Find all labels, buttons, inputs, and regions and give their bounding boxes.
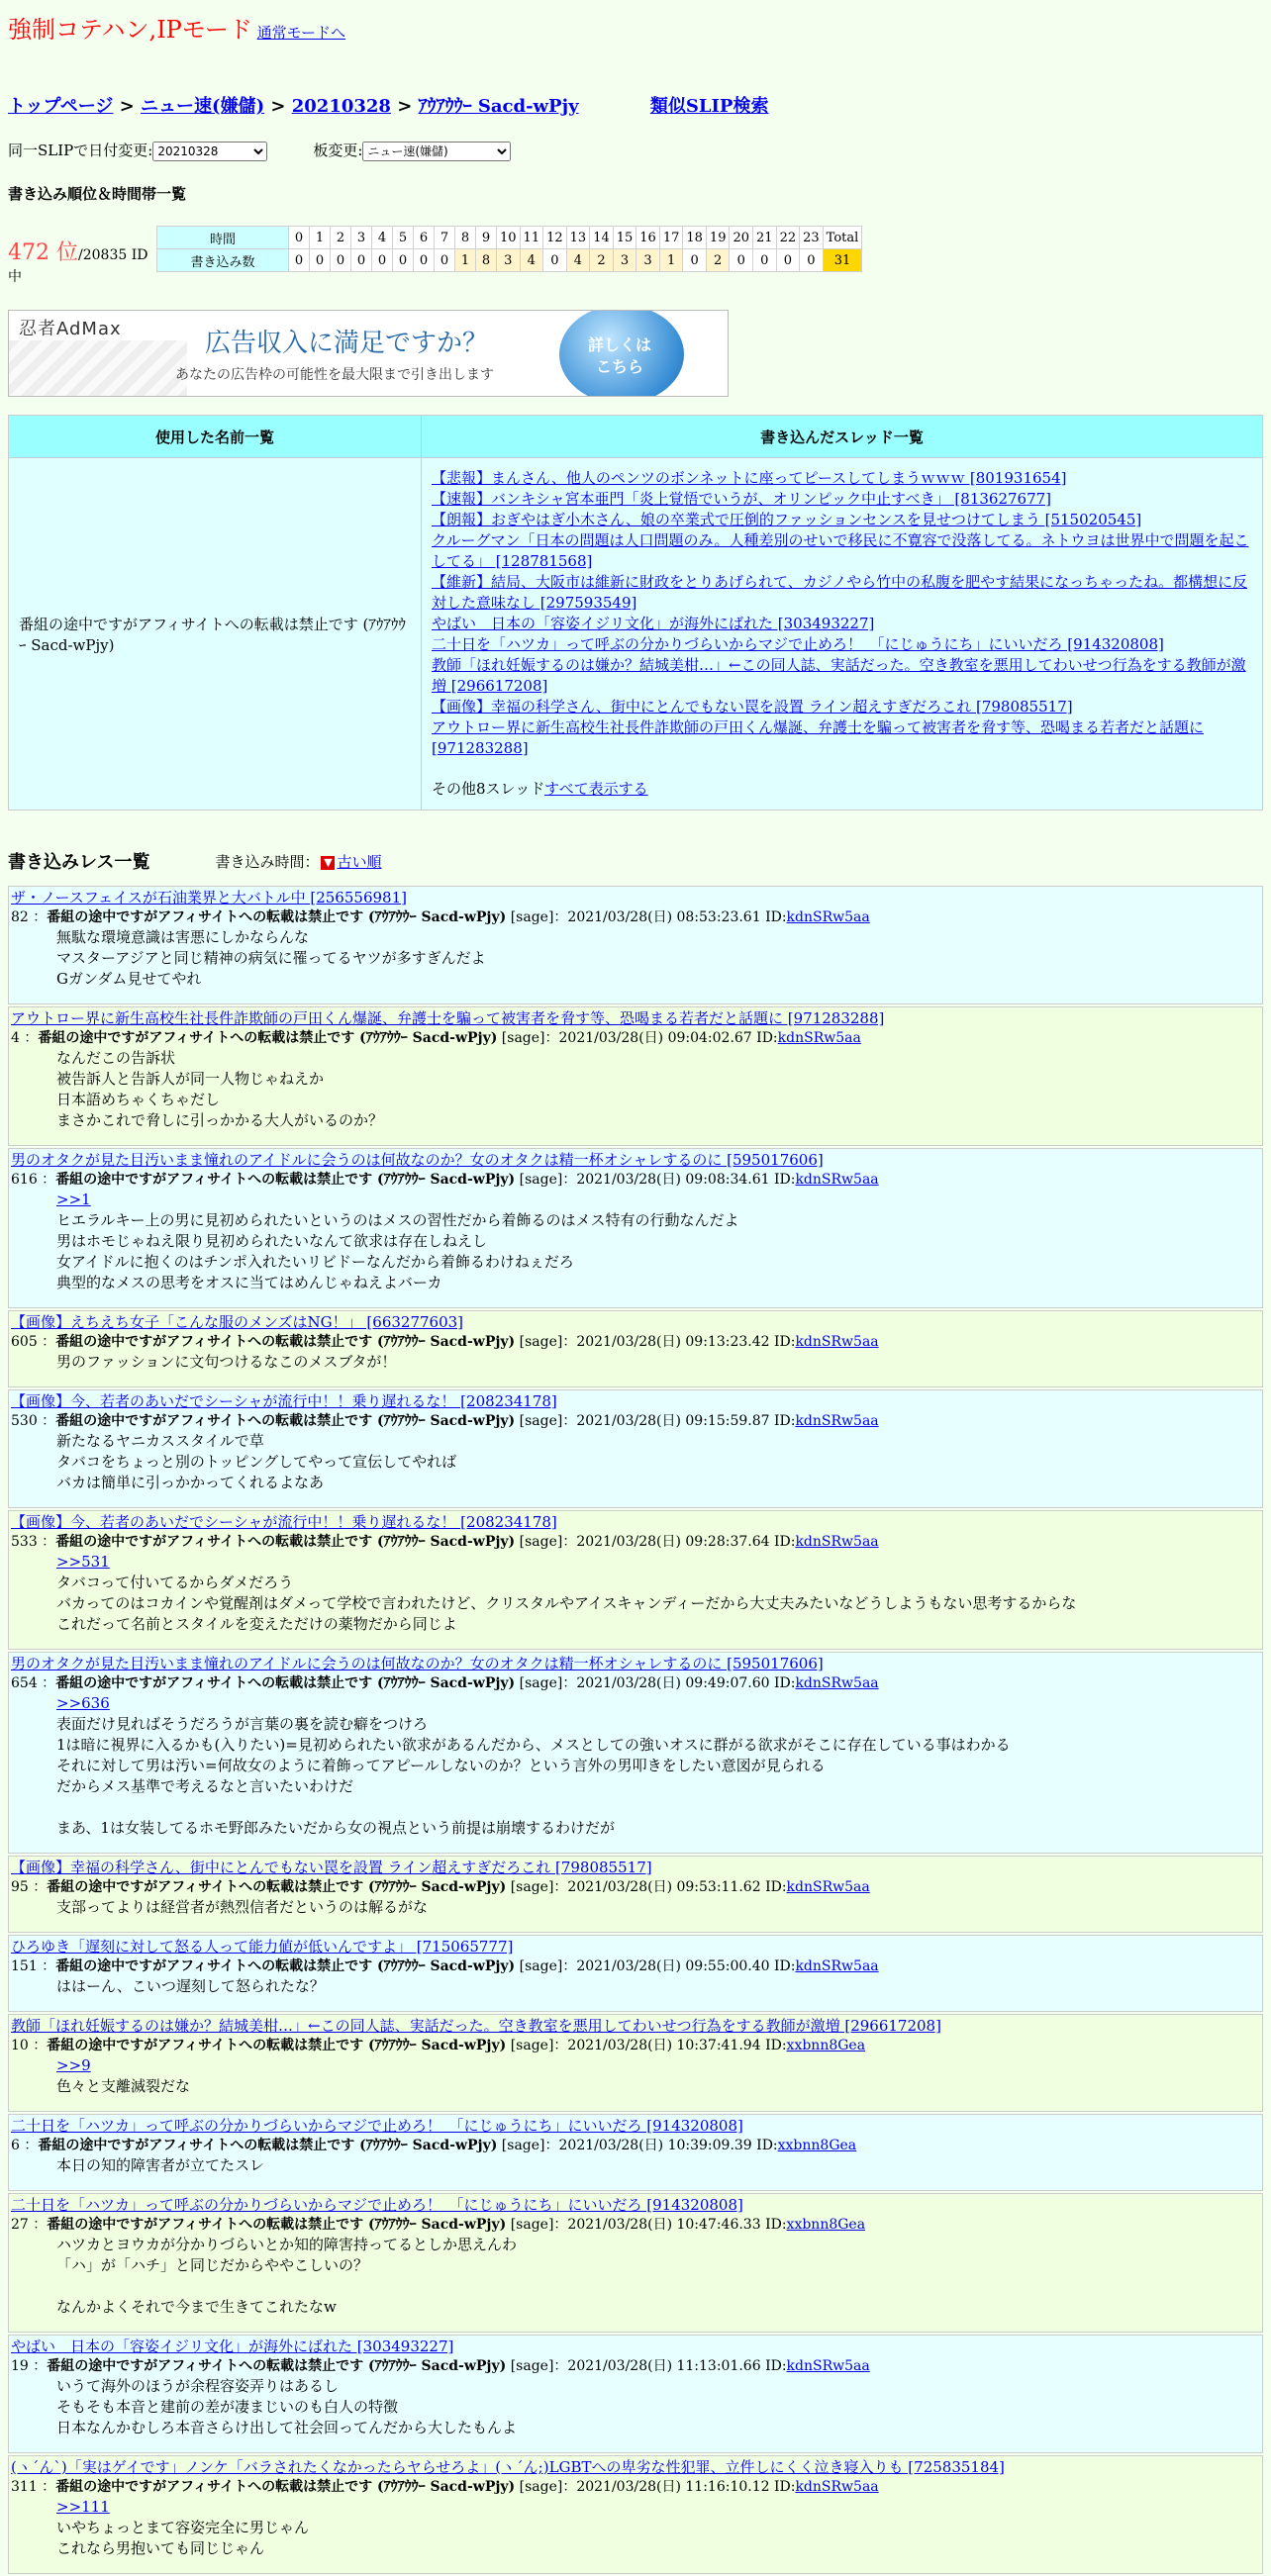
post-body <box>56 2155 1260 2176</box>
post-list <box>8 886 1263 2574</box>
mode-header <box>8 10 1263 45</box>
res-list-title: 書き込みレス一覧 <box>8 852 150 873</box>
post-body <box>56 1693 1260 1839</box>
count-cell: 0 <box>393 249 413 271</box>
post-text-line: 被告訴人と告訴人が同一人物じゃねえか <box>56 1070 325 1088</box>
count-cell: 2 <box>590 249 613 271</box>
hour-cell: 18 <box>683 227 706 248</box>
hour-cell: 6 <box>414 227 434 248</box>
post-thread-line <box>11 1512 1260 1532</box>
reply-anchor-link[interactable]: >>1 <box>56 1191 91 1208</box>
post-text-line: そもそも本音と建前の差が凄まじいのも白人の特徴 <box>56 2398 399 2416</box>
post-author: 番組の途中ですがアフィサイトへの転載は禁止です (ｱｳｱｳｳｰ Sacd-wPjy) <box>47 2217 507 2233</box>
thread-link[interactable]: 【朗報】おぎやはぎ小木さん、娘の卒業式で圧倒的ファッションセンスを見せつけてしまう [515020545] <box>432 511 1142 528</box>
post-header: 605 ：番組の途中ですがアフィサイトへの転載は禁止です (ｱｳｱｳｳｰ Sacd-wPjy) [sage]：2021/03/28(日) 09:13:23.42 ID:kdnSRw5aa <box>11 1334 879 1350</box>
breadcrumb-date[interactable]: 20210328 <box>291 96 391 117</box>
post-thread-link[interactable]: 【画像】今、若者のあいだでシーシャが流行中！！乗り遅れるな！ [208234178] <box>11 1513 557 1531</box>
post-meta: [sage]：2021/03/28(日) 09:55:00.40 ID: <box>515 1958 796 1974</box>
post-author: 番組の途中ですがアフィサイトへの転載は禁止です (ｱｳｱｳｳｰ Sacd-wPjy) <box>47 2358 507 2374</box>
hour-cell: 3 <box>351 227 371 248</box>
ad-button[interactable] <box>559 310 684 397</box>
post-thread-line <box>11 2457 1260 2477</box>
reply-anchor-link[interactable]: >>636 <box>56 1694 110 1712</box>
post-number: 6 <box>11 2138 20 2153</box>
post-thread-link[interactable]: 【画像】今、若者のあいだでシーシャが流行中！！乗り遅れるな！ [208234178] <box>11 1392 557 1410</box>
post-header: 19 ：番組の途中ですがアフィサイトへの転載は禁止です (ｱｳｱｳｳｰ Sacd-wPjy) [sage]：2021/03/28(日) 11:13:01.66 ID:kdnSRw5aa <box>11 2358 870 2374</box>
hourly-table <box>156 226 862 272</box>
thread-links <box>432 468 1252 759</box>
sort-down-icon[interactable]: ▼ <box>321 856 335 870</box>
post <box>8 2455 1263 2574</box>
hour-cell: Total <box>824 227 862 248</box>
post <box>8 1935 1263 2012</box>
post-body <box>56 927 1260 990</box>
post-thread-line <box>11 1312 1260 1332</box>
post-text-line: タバコをちょっと別のトッピングしてやって宣伝してやれば <box>56 1453 457 1471</box>
hour-cell: 17 <box>660 227 683 248</box>
normal-mode-link[interactable]: 通常モードへ <box>256 24 346 42</box>
thread-list <box>422 458 1263 811</box>
post-text-line: 男はホモじゃねえ限り見初められたいなんて欲求は存在しねえし <box>56 1232 488 1250</box>
post-body <box>56 1976 1260 1997</box>
date-change-label: 同一SLIPで日付変更: <box>8 142 153 159</box>
post-text-line: いうて海外のほうが余程容姿弄りはあるし <box>56 2377 340 2395</box>
board-change-label: 板変更: <box>313 142 363 159</box>
breadcrumb-top[interactable]: トップページ <box>8 96 114 117</box>
similar-slip-link[interactable]: 類似SLIP検索 <box>649 96 769 117</box>
thread-item <box>432 530 1252 572</box>
count-cell: 0 <box>372 249 392 271</box>
post-header: 311 ：番組の途中ですがアフィサイトへの転載は禁止です (ｱｳｱｳｳｰ Sacd-wPjy) [sage]：2021/03/28(日) 11:16:10.12 ID:kdnSRw5aa <box>11 2479 879 2495</box>
post <box>8 1856 1263 1933</box>
post-author: 番組の途中ですがアフィサイトへの転載は禁止です (ｱｳｱｳｳｰ Sacd-wPjy) <box>55 1413 516 1429</box>
post <box>8 2335 1263 2453</box>
post-text-line: バカってのはコカインや覚醒剤はダメって学校で言われたけど、クリスタルやアイスキャンディーだから大丈夫みたいなどうしようもない思考するからな <box>56 1594 1077 1612</box>
ranking-row <box>8 226 1263 286</box>
post-id-link[interactable]: kdnSRw5aa <box>795 1334 879 1350</box>
thread-link[interactable]: 【速報】バンキシャ宮本亜門「炎上覚悟でいうが、オリンピック中止すべき」 [813627677] <box>432 490 1052 508</box>
post-meta: [sage]：2021/03/28(日) 09:13:23.42 ID: <box>515 1334 796 1350</box>
post-text-line: 「ハ」が「ハチ」と同じだからややこしいの？ <box>56 2256 369 2274</box>
post-thread-link[interactable]: 男のオタクが見た目汚いまま憧れのアイドルに会うのは何故なのか？女のオタクは精一杯オシャレするのに [595017606] <box>11 1151 824 1169</box>
post-thread-link[interactable]: 教師「ほれ妊娠するのは嫌か？結城美柑…」←この同人誌、実話だった。空き教室を悪用してわいせつ行為をする教師が激増 [296617208] <box>11 2017 941 2035</box>
breadcrumb-sep: > <box>270 96 286 117</box>
count-cell: 1 <box>455 249 475 271</box>
count-cell: 3 <box>636 249 659 271</box>
count-cell: 31 <box>824 249 862 271</box>
post-author: 番組の途中ですがアフィサイトへの転載は禁止です (ｱｳｱｳｳｰ Sacd-wPjy) <box>55 1334 516 1350</box>
post-number: 27 <box>11 2217 29 2233</box>
count-cell: 0 <box>777 249 800 271</box>
rank-total: /20835 ID中 <box>8 247 148 285</box>
time-label: 時間 <box>157 227 288 248</box>
count-cell: 0 <box>683 249 706 271</box>
hour-cell: 11 <box>521 227 543 248</box>
post-text-line: タバコって付いてるからダメだろう <box>56 1574 294 1591</box>
post-text-line: ハツカとヨウカが分かりづらいとか知的障害持ってるとしか思えんわ <box>56 2236 518 2253</box>
post-thread-line <box>11 2337 1260 2356</box>
post-thread-line <box>11 1150 1260 1170</box>
post-thread-line <box>11 2195 1260 2215</box>
post-text-line: だからメス基準で考えるなと言いたいわけだ <box>56 1777 354 1795</box>
post-text-line: まあ、1は女装してるホモ野郎みたいだから女の視点という前提は崩壊するわけだが <box>56 1819 615 1837</box>
post-thread-line <box>11 2116 1260 2136</box>
post-text-line: なんだこの告訴状 <box>56 1049 176 1067</box>
ad-logo: 忍者AdMax <box>19 319 122 339</box>
post <box>8 1310 1263 1387</box>
post-header: 4 ：番組の途中ですがアフィサイトへの転載は禁止です (ｱｳｱｳｳｰ Sacd-wPjy) [sage]：2021/03/28(日) 09:04:02.67 ID:kdnSRw5aa <box>11 1030 861 1046</box>
breadcrumb-user[interactable]: ｱｳｱｳｳｰ Sacd-wPjy <box>418 96 579 117</box>
post-body <box>56 1897 1260 1918</box>
post-body <box>56 1190 1260 1293</box>
count-cell: 0 <box>351 249 371 271</box>
hour-cell: 9 <box>476 227 496 248</box>
post-header: 27 ：番組の途中ですがアフィサイトへの転載は禁止です (ｱｳｱｳｳｰ Sacd-wPjy) [sage]：2021/03/28(日) 10:47:46.33 ID:xxbnn8Gea <box>11 2217 866 2233</box>
hour-cell: 2 <box>331 227 350 248</box>
post <box>8 1006 1263 1146</box>
post-meta: [sage]：2021/03/28(日) 10:47:46.33 ID: <box>506 2217 787 2233</box>
res-list-header <box>8 848 1263 874</box>
thread-link[interactable]: アウトロー界に新生高校生社長件詐欺師の戸田くん爆誕、弁護士を騙って被害者を脅す等、恐喝まる若者だと話題に [971283288] <box>432 718 1205 757</box>
post-header: 82 ：番組の途中ですがアフィサイトへの転載は禁止です (ｱｳｱｳｳｰ Sacd-wPjy) [sage]：2021/03/28(日) 08:53:23.61 ID:kdnSRw5aa <box>11 909 870 925</box>
count-cell: 0 <box>800 249 823 271</box>
thread-link[interactable]: クルーグマン「日本の問題は人口問題のみ。人種差別のせいで移民に不寛容で没落してる。ネトウヨは世界中で問題を起こしてる」 [128781568] <box>432 531 1249 570</box>
hour-cell: 20 <box>730 227 752 248</box>
ranking-section-title: 書き込み順位＆時間帯一覧 <box>8 185 187 203</box>
used-name: 番組の途中ですがアフィサイトへの転載は禁止です (ｱｳｱｳｳｰ Sacd-wPjy) <box>9 458 422 811</box>
post-number: 10 <box>11 2038 29 2053</box>
post <box>8 1148 1263 1308</box>
sort-oldest-link[interactable]: 古い順 <box>337 852 382 871</box>
hour-cell: 13 <box>567 227 590 248</box>
sort-control <box>215 851 381 872</box>
post-thread-link[interactable]: (ヽ´ん`)「実はゲイです」ノンケ「バラされたくなかったらヤらせろよ」(ヽ´ん;)LGBTへの卑劣な性犯罪、立件しにくく泣き寝入りも [725835184] <box>11 2458 1005 2476</box>
count-cell: 0 <box>414 249 434 271</box>
count-cell: 4 <box>521 249 543 271</box>
thread-item <box>432 489 1252 510</box>
post-body <box>56 2497 1260 2559</box>
post-body <box>56 1048 1260 1131</box>
post-meta: [sage]：2021/03/28(日) 09:04:02.67 ID: <box>497 1030 778 1046</box>
counts-row <box>157 249 861 271</box>
post-body <box>56 1431 1260 1493</box>
post-author: 番組の途中ですがアフィサイトへの転載は禁止です (ｱｳｱｳｳｰ Sacd-wPjy) <box>55 2479 516 2495</box>
names-header: 使用した名前一覧 <box>9 416 422 458</box>
hour-cell: 23 <box>800 227 823 248</box>
post-text-line: なんかよくそれで今まで生きてこれたなw <box>56 2298 337 2316</box>
post-text-line: ははーん、こいつ遅刻して怒られたな？ <box>56 1977 325 1995</box>
post-header: 530 ：番組の途中ですがアフィサイトへの転載は禁止です (ｱｳｱｳｳｰ Sacd-wPjy) [sage]：2021/03/28(日) 09:15:59.87 ID:kdnSRw5aa <box>11 1413 879 1429</box>
hour-cell: 1 <box>310 227 330 248</box>
post-meta: [sage]：2021/03/28(日) 09:28:37.64 ID: <box>515 1534 796 1550</box>
post-thread-link[interactable]: 男のオタクが見た目汚いまま憧れのアイドルに会うのは何故なのか？女のオタクは精一杯オシャレするのに [595017606] <box>11 1655 824 1672</box>
count-label: 書き込み数 <box>157 249 288 271</box>
thread-item <box>432 655 1252 697</box>
breadcrumb-sep: > <box>397 96 413 117</box>
sort-label: 書き込み時間： <box>215 852 320 871</box>
post-text-line: 新たなるヤニカススタイルで草 <box>56 1432 264 1450</box>
post-body <box>56 1352 1260 1373</box>
hour-cell: 22 <box>777 227 800 248</box>
hour-cell: 15 <box>614 227 636 248</box>
post <box>8 886 1263 1004</box>
post <box>8 1389 1263 1508</box>
post-thread-line <box>11 1008 1260 1028</box>
post-id-link[interactable]: xxbnn8Gea <box>786 2217 866 2233</box>
post-text-line <box>56 1797 1260 1818</box>
post-thread-link[interactable]: やばい 日本の「容姿イジリ文化」が海外にばれた [303493227] <box>11 2337 454 2355</box>
post-text-line: Gガンダム見せてやれ <box>56 970 202 988</box>
post-header: 616 ：番組の途中ですがアフィサイトへの転載は禁止です (ｱｳｱｳｳｰ Sacd-wPjy) [sage]：2021/03/28(日) 09:08:34.61 ID:kdnSRw5aa <box>11 1172 879 1188</box>
post <box>8 2193 1263 2333</box>
post-id-link[interactable]: kdnSRw5aa <box>786 909 870 925</box>
count-cell: 0 <box>543 249 566 271</box>
post-id-link[interactable]: kdnSRw5aa <box>795 1675 879 1691</box>
hour-cell: 0 <box>289 227 309 248</box>
post-text-line: 1は暗に視界に入るかも(入りたい)=見初められたい欲求があるんだから、メスとしての強いオスに群がる欲求がそこに存在している事はわかる <box>56 1736 1011 1754</box>
post-number: 82 <box>11 909 29 925</box>
mode-title: 強制コテハン,IPモード <box>8 16 252 44</box>
post-text-line: いやちょっとまて容姿完全に男じゃん <box>56 2519 310 2536</box>
hour-cell: 10 <box>497 227 520 248</box>
reply-anchor-link[interactable]: >>9 <box>56 2056 91 2074</box>
show-all-link[interactable]: すべて表示する <box>543 780 648 798</box>
threads-header: 書き込んだスレッド一覧 <box>422 416 1263 458</box>
post-id-link[interactable]: kdnSRw5aa <box>786 1879 870 1895</box>
count-cell: 3 <box>614 249 636 271</box>
post-text-line: 色々と支離滅裂だな <box>56 2077 191 2095</box>
hour-cell: 4 <box>372 227 392 248</box>
reply-anchor-link[interactable]: >>111 <box>56 2498 110 2516</box>
hour-cell: 5 <box>393 227 413 248</box>
post-thread-link[interactable]: 【画像】えちえち女子「こんな服のメンズはNG！」 [663277603] <box>11 1313 464 1331</box>
count-cell: 0 <box>435 249 454 271</box>
select-bar <box>8 140 1263 161</box>
post-id-link[interactable]: kdnSRw5aa <box>795 1413 879 1429</box>
count-cell: 2 <box>707 249 730 271</box>
rank-number: 472 位 <box>8 240 78 265</box>
post-text-line: これだって名前とスタイルを変えただけの薬物だから同じよ <box>56 1615 457 1633</box>
hour-cell: 12 <box>543 227 566 248</box>
post-id-link[interactable]: kdnSRw5aa <box>795 2479 879 2495</box>
post-number: 530 <box>11 1413 38 1429</box>
post <box>8 1652 1263 1854</box>
post-text-line: これなら男抱いても同じじゃん <box>56 2539 265 2557</box>
post-text-line: まさかこれで脅しに引っかかる大人がいるのか？ <box>56 1111 384 1129</box>
post-id-link[interactable]: kdnSRw5aa <box>795 1534 879 1550</box>
post-thread-link[interactable]: 二十日を「ハツカ」って呼ぶの分かりづらいからマジで止めろ！ 「にじゅうにち」にいいだろ [914320808] <box>11 2117 743 2135</box>
other-threads-count: その他8スレッド <box>432 780 544 798</box>
count-cell: 0 <box>310 249 330 271</box>
count-cell: 8 <box>476 249 496 271</box>
breadcrumb-sep: > <box>119 96 135 117</box>
breadcrumb <box>8 92 1263 118</box>
post-number: 95 <box>11 1879 29 1895</box>
post-thread-link[interactable]: アウトロー界に新生高校生社長件詐欺師の戸田くん爆誕、弁護士を騙って被害者を脅す等、恐喝まる若者だと話題に [971283288] <box>11 1009 885 1027</box>
thread-item <box>432 468 1252 489</box>
post-author: 番組の途中ですがアフィサイトへの転載は禁止です (ｱｳｱｳｳｰ Sacd-wPjy) <box>38 2138 498 2153</box>
count-cell: 3 <box>497 249 520 271</box>
thread-link[interactable]: やばい 日本の「容姿イジリ文化」が海外にばれた [303493227] <box>432 615 875 632</box>
post-author: 番組の途中ですがアフィサイトへの転載は禁止です (ｱｳｱｳｳｰ Sacd-wPjy) <box>47 2038 507 2053</box>
hour-cell: 14 <box>590 227 613 248</box>
ad-subtext: あなたの広告枠の可能性を最大限まで引き出します <box>175 367 494 383</box>
other-threads <box>432 779 1252 800</box>
thread-link[interactable]: 【悲報】まんさん、他人のペンツのボンネットに座ってピースしてしまうｗｗｗ [801931654] <box>432 469 1067 487</box>
post-text-line: 本日の知的障害者が立てたスレ <box>56 2156 265 2174</box>
hour-cell: 19 <box>707 227 730 248</box>
post-id-link[interactable]: xxbnn8Gea <box>786 2038 866 2053</box>
post-meta: [sage]：2021/03/28(日) 11:16:10.12 ID: <box>515 2479 796 2495</box>
post-number: 4 <box>11 1030 20 1046</box>
post-id-link[interactable]: xxbnn8Gea <box>777 2138 857 2153</box>
post-meta: [sage]：2021/03/28(日) 10:37:41.94 ID: <box>506 2038 787 2053</box>
post-number: 19 <box>11 2358 29 2374</box>
post-number: 311 <box>11 2479 38 2495</box>
reply-anchor-link[interactable]: >>531 <box>56 1553 110 1571</box>
post-meta: [sage]：2021/03/28(日) 08:53:23.61 ID: <box>506 909 787 925</box>
post-meta: [sage]：2021/03/28(日) 09:53:11.62 ID: <box>506 1879 787 1895</box>
thread-link[interactable]: 【維新】結局、大阪市は維新に財政をとりあげられて、カジノやら竹中の私腹を肥やす結果になっちゃったね。都構想に反対した意味なし [297593549] <box>432 573 1248 612</box>
ad-banner[interactable] <box>8 310 729 397</box>
post-text-line <box>56 2276 1260 2297</box>
date-select[interactable] <box>152 142 267 161</box>
thread-link[interactable]: 【画像】幸福の科学さん、街中にとんでもない罠を設置 ライン超えすぎだろこれ [798085517] <box>432 698 1073 716</box>
hour-cell: 7 <box>435 227 454 248</box>
post-text-line: 典型的なメスの思考をオスに当てはめんじゃねえよバーカ <box>56 1274 442 1291</box>
post-body <box>56 1552 1260 1635</box>
hour-cell: 8 <box>455 227 475 248</box>
post-text-line: 女アイドルに抱くのはチンポ入れたいリビドーなんだから着飾るわけねぇだろ <box>56 1253 574 1271</box>
post-meta: [sage]：2021/03/28(日) 11:13:01.66 ID: <box>506 2358 787 2374</box>
post-thread-line <box>11 1654 1260 1673</box>
ad-decoration <box>9 340 187 396</box>
breadcrumb-board[interactable]: ニュー速(嫌儲) <box>141 96 265 117</box>
thread-link[interactable]: 二十日を「ハツカ」って呼ぶの分かりづらいからマジで止めろ！ 「にじゅうにち」にいいだろ [914320808] <box>432 635 1164 653</box>
post <box>8 2114 1263 2191</box>
count-cell: 1 <box>660 249 683 271</box>
post-thread-line <box>11 1391 1260 1411</box>
post-meta: [sage]：2021/03/28(日) 09:08:34.61 ID: <box>515 1172 796 1188</box>
post-body <box>56 2376 1260 2438</box>
post-header: 151 ：番組の途中ですがアフィサイトへの転載は禁止です (ｱｳｱｳｳｰ Sacd-wPjy) [sage]：2021/03/28(日) 09:55:00.40 ID:kdnSRw5aa <box>11 1958 879 1974</box>
post-author: 番組の途中ですがアフィサイトへの転載は禁止です (ｱｳｱｳｳｰ Sacd-wPjy) <box>47 909 507 925</box>
post-thread-line <box>11 2016 1260 2036</box>
post-header: 95 ：番組の途中ですがアフィサイトへの転載は禁止です (ｱｳｱｳｳｰ Sacd-wPjy) [sage]：2021/03/28(日) 09:53:11.62 ID:kdnSRw5aa <box>11 1879 870 1895</box>
post-thread-link[interactable]: ひろゆき「遅刻に対して怒る人って能力値が低いんですよ」 [715065777] <box>11 1938 514 1956</box>
post-text-line: それに対して男は汚い=何故女のように着飾ってアピールしないのか？という言外の男叩きをしたい意図が見られる <box>56 1757 826 1774</box>
post-header: 533 ：番組の途中ですがアフィサイトへの転載は禁止です (ｱｳｱｳｳｰ Sacd-wPjy) [sage]：2021/03/28(日) 09:28:37.64 ID:kdnSRw5aa <box>11 1534 879 1550</box>
post-number: 605 <box>11 1334 38 1350</box>
post-id-link[interactable]: kdnSRw5aa <box>786 2358 870 2374</box>
post <box>8 1510 1263 1650</box>
ad-button-label: 詳しくはこちら <box>587 335 651 376</box>
post-body <box>56 2235 1260 2318</box>
post-text-line: 無駄な環境意識は害悪にしかならんな <box>56 928 310 946</box>
post-thread-link[interactable]: 【画像】幸福の科学さん、街中にとんでもない罠を設置 ライン超えすぎだろこれ [798085517] <box>11 1859 652 1876</box>
hour-cell: 16 <box>636 227 659 248</box>
post-text-line: ヒエラルキー上の男に見初められたいというのはメスの習性だから着飾るのはメス特有の行動なんだよ <box>56 1211 739 1229</box>
count-cell: 0 <box>289 249 309 271</box>
post-author: 番組の途中ですがアフィサイトへの転載は禁止です (ｱｳｱｳｳｰ Sacd-wPjy) <box>55 1675 516 1691</box>
post-thread-line <box>11 1937 1260 1956</box>
names-threads-table <box>8 415 1263 811</box>
ad-headline: 広告収入に満足ですか？ <box>205 329 489 358</box>
post-id-link[interactable]: kdnSRw5aa <box>795 1172 879 1188</box>
post-text-line: 支部ってよりは経営者が熱烈信者だというのは解るがな <box>56 1898 429 1916</box>
post-header: 6 ：番組の途中ですがアフィサイトへの転載は禁止です (ｱｳｱｳｳｰ Sacd-wPjy) [sage]：2021/03/28(日) 10:39:09.39 ID:xxbnn8Gea <box>11 2138 857 2153</box>
hours-row <box>157 227 861 248</box>
post-number: 151 <box>11 1958 38 1974</box>
post-thread-link[interactable]: 二十日を「ハツカ」って呼ぶの分かりづらいからマジで止めろ！ 「にじゅうにち」にいいだろ [914320808] <box>11 2196 743 2214</box>
post-author: 番組の途中ですがアフィサイトへの転載は禁止です (ｱｳｱｳｳｰ Sacd-wPjy) <box>38 1030 498 1046</box>
thread-item <box>432 634 1252 655</box>
post-body <box>56 2055 1260 2097</box>
post-text-line: 表面だけ見ればそうだろうが言葉の裏を読む癖をつけろ <box>56 1715 429 1733</box>
post-number: 533 <box>11 1534 38 1550</box>
board-select[interactable] <box>362 142 511 161</box>
post-id-link[interactable]: kdnSRw5aa <box>777 1030 861 1046</box>
count-cell: 4 <box>567 249 590 271</box>
thread-link[interactable]: 教師「ほれ妊娠するのは嫌か？結城美柑…」←この同人誌、実話だった。空き教室を悪用してわいせつ行為をする教師が激増 [296617208] <box>432 656 1246 695</box>
post-meta: [sage]：2021/03/28(日) 09:15:59.87 ID: <box>515 1413 796 1429</box>
rank-display <box>8 226 156 286</box>
post-text-line: 日本なんかむしろ本音さらけ出して社会回ってんだから大したもんよ <box>56 2419 518 2436</box>
count-cell: 0 <box>753 249 776 271</box>
thread-item <box>432 697 1252 717</box>
thread-item <box>432 572 1252 614</box>
thread-item <box>432 510 1252 530</box>
post-number: 616 <box>11 1172 38 1188</box>
post-text-line: バカは簡単に引っかかってくれるよなあ <box>56 1474 325 1491</box>
post-author: 番組の途中ですがアフィサイトへの転載は禁止です (ｱｳｱｳｳｰ Sacd-wPjy) <box>47 1879 507 1895</box>
post-meta: [sage]：2021/03/28(日) 09:49:07.60 ID: <box>515 1675 796 1691</box>
post-thread-link[interactable]: ザ・ノースフェイスが石油業界と大バトル中 [256556981] <box>11 889 407 906</box>
post-text-line: 男のファッションに文句つけるなこのメスブタが！ <box>56 1353 397 1371</box>
count-cell: 0 <box>730 249 752 271</box>
post-thread-line <box>11 1858 1260 1877</box>
post-meta: [sage]：2021/03/28(日) 10:39:09.39 ID: <box>497 2138 778 2153</box>
post-number: 654 <box>11 1675 38 1691</box>
post-thread-line <box>11 888 1260 907</box>
post-header: 654 ：番組の途中ですがアフィサイトへの転載は禁止です (ｱｳｱｳｳｰ Sacd-wPjy) [sage]：2021/03/28(日) 09:49:07.60 ID:kdnSRw5aa <box>11 1675 879 1691</box>
thread-item <box>432 614 1252 634</box>
post-header: 10 ：番組の途中ですがアフィサイトへの転載は禁止です (ｱｳｱｳｳｰ Sacd-wPjy) [sage]：2021/03/28(日) 10:37:41.94 ID:xxbnn8Gea <box>11 2038 866 2053</box>
post <box>8 2014 1263 2112</box>
post-text-line: 日本語めちゃくちゃだし <box>56 1091 221 1108</box>
post-author: 番組の途中ですがアフィサイトへの転載は禁止です (ｱｳｱｳｳｰ Sacd-wPjy) <box>55 1534 516 1550</box>
hour-cell: 21 <box>753 227 776 248</box>
post-id-link[interactable]: kdnSRw5aa <box>795 1958 879 1974</box>
thread-item <box>432 717 1252 759</box>
post-text-line: マスターアジアと同じ精神の病気に罹ってるヤツが多すぎんだよ <box>56 949 486 967</box>
count-cell: 0 <box>331 249 350 271</box>
post-author: 番組の途中ですがアフィサイトへの転載は禁止です (ｱｳｱｳｳｰ Sacd-wPjy) <box>55 1958 516 1974</box>
post-author: 番組の途中ですがアフィサイトへの転載は禁止です (ｱｳｱｳｳｰ Sacd-wPjy) <box>55 1172 516 1188</box>
